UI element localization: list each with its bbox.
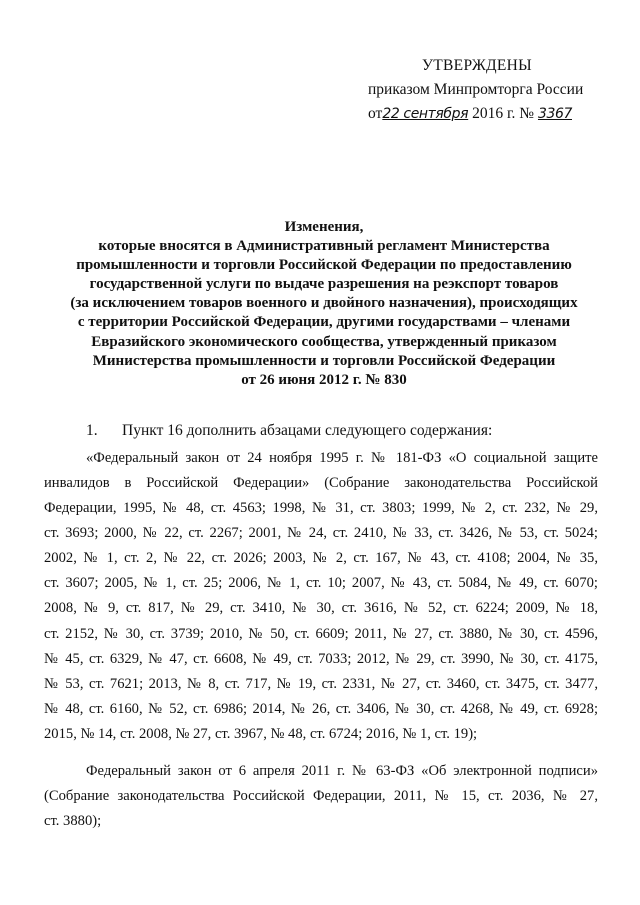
paragraph-line: Федеральный закон от 6 апреля 2011 г. № 63-ФЗ «Об электронной подписи» — [86, 763, 598, 779]
paragraph-federal-law-181 — [86, 446, 598, 471]
paragraph-federal-law-63 — [86, 759, 598, 784]
item-text: Пункт 16 дополнить абзацами следующего содержания: — [122, 422, 493, 439]
paragraph-line: № 45, ст. 6329, № 47, ст. 6608, № 49, ст. 7033; 2012, № 29, ст. 3990, № 30, ст. 4175, — [44, 650, 598, 667]
title-line: (за исключением товаров военного и двойного назначения), происходящих — [70, 295, 578, 312]
title-line: от 26 июня 2012 г. № 830 — [241, 371, 407, 388]
paragraph-line: № 53, ст. 7621; 2013, № 8, ст. 717, № 19, ст. 2331, № 27, ст. 3460, ст. 3475, ст. 3477, — [44, 675, 598, 692]
paragraph-line: ст. 3607; 2005, № 1, ст. 25; 2006, № 1, ст. 10; 2007, № 43, ст. 5084, № 49, ст. 6070; — [44, 575, 598, 592]
paragraph-line: ст. 3880); — [44, 813, 102, 829]
paragraph-line: 2015, № 14, ст. 2008, № 27, ст. 3967, № 48, ст. 6724; 2016, № 1, ст. 19); — [44, 725, 478, 742]
title-line: государственной услуги по выдаче разрешения на реэкспорт товаров — [89, 276, 559, 293]
order-line: приказом Минпромторга России — [368, 81, 584, 98]
title-line: промышленности и торговли Российской Федерации по предоставлению — [76, 257, 572, 274]
paragraph-line: № 48, ст. 6160, № 52, ст. 6986; 2014, № 26, ст. 3406, № 30, ст. 4268, № 49, ст. 6928; — [44, 700, 598, 717]
order-date-line — [368, 102, 618, 126]
title-line: Министерства промышленности и торговли Российской Федерации — [92, 352, 556, 369]
paragraph-line: «Федеральный закон от 24 ноября 1995 г. № 181-ФЗ «О социальной защите — [86, 450, 598, 466]
document-body — [86, 418, 598, 448]
handwritten-date: 22 сентября — [382, 106, 469, 122]
paragraph-line: 2008, № 9, ст. 817, № 29, ст. 3410, № 30, ст. 3616, № 52, ст. 6224; 2009, № 18, — [44, 600, 598, 617]
paragraph-line: 2002, № 1, ст. 2, № 22, ст. 2026; 2003, № 2, ст. 167, № 43, ст. 4108; 2004, № 35, — [44, 550, 598, 567]
paragraph-federal-law-181-body — [44, 471, 598, 747]
paragraph-line: ст. 3693; 2000, № 22, ст. 2267; 2001, № 24, ст. 2410, № 33, ст. 3426, № 53, ст. 5024; — [44, 525, 598, 542]
paragraph-line: Федерации, 1995, № 48, ст. 4563; 1998, № 31, ст. 3803; 1999, № 2, ст. 232, № 29, — [44, 500, 598, 517]
item-number: 1. — [86, 422, 98, 439]
handwritten-order-number: 3367 — [537, 106, 572, 122]
list-item-1 — [86, 418, 598, 443]
title-line: Евразийского экономического сообщества, утвержденный приказом — [91, 333, 557, 350]
approved-heading: УТВЕРЖДЕНЫ — [422, 57, 532, 74]
paragraph-federal-law-63-body — [44, 784, 598, 834]
date-year: 2016 г. № — [472, 105, 535, 122]
document-title — [40, 218, 608, 390]
approval-stamp — [368, 54, 618, 126]
paragraph-line: инвалидов в Российской Федерации» (Собрание законодательства Российской — [44, 475, 598, 491]
title-line: с территории Российской Федерации, другими государствами – членами — [77, 314, 571, 331]
title-line: которые вносятся в Административный регламент Министерства — [98, 238, 550, 255]
title-line: Изменения, — [284, 219, 364, 235]
paragraph-line: ст. 2152, № 30, ст. 3739; 2010, № 50, ст. 6609; 2011, № 27, ст. 3880, № 30, ст. 4596, — [44, 625, 598, 642]
date-prefix: от — [368, 105, 383, 122]
paragraph-line: (Собрание законодательства Российской Федерации, 2011, № 15, ст. 2036, № 27, — [44, 788, 598, 804]
